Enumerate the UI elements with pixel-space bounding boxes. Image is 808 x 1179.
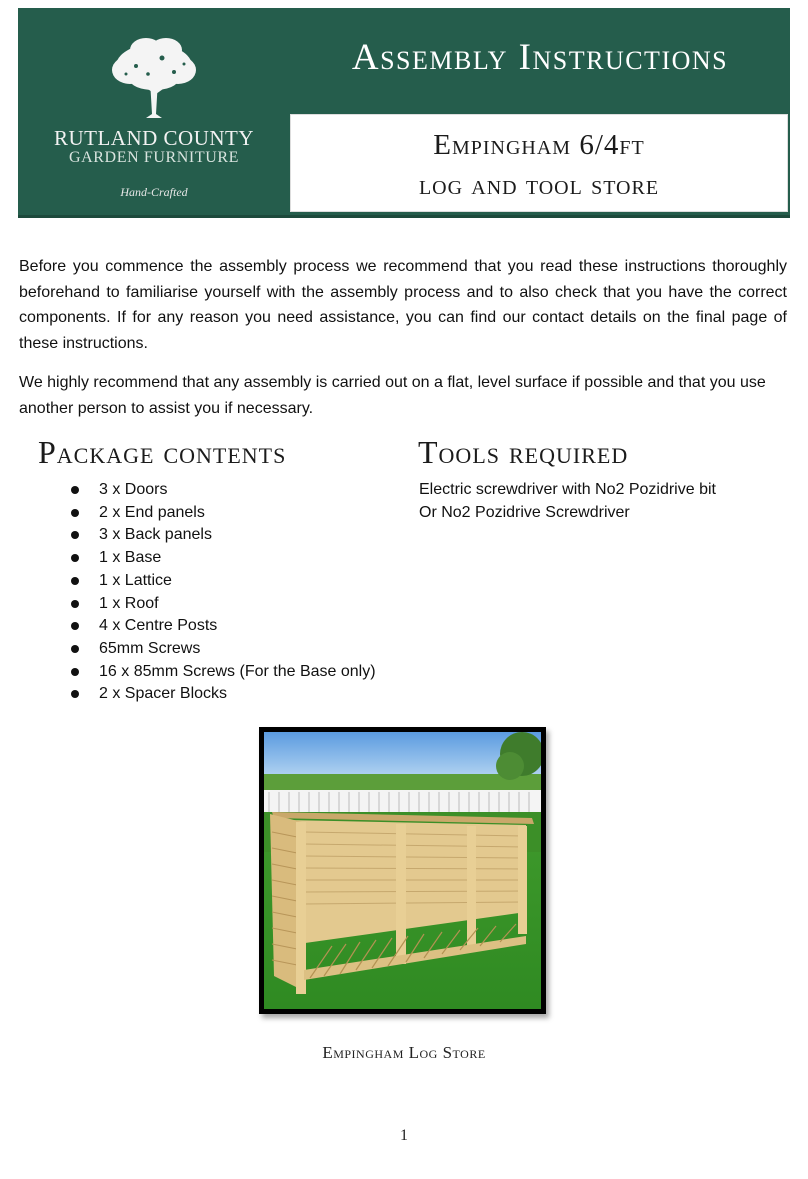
- list-item: 4 x Centre Posts: [70, 615, 376, 638]
- package-contents-list: [70, 479, 376, 706]
- list-item: 3 x Doors: [70, 479, 376, 502]
- product-title-line-2: log and tool store: [418, 169, 660, 201]
- list-item: 65mm Screws: [70, 638, 376, 661]
- brand-name: RUTLAND COUNTY: [53, 126, 255, 150]
- product-title-box: [290, 114, 788, 212]
- bullet-icon: [71, 486, 79, 494]
- list-item: 3 x Back panels: [70, 524, 376, 547]
- list-item: 1 x Lattice: [70, 570, 376, 593]
- product-title-line-1: Empingham 6/4ft: [433, 129, 645, 161]
- bullet-icon: [71, 531, 79, 539]
- list-item: 16 x 85mm Screws (For the Base only): [70, 661, 376, 684]
- list-item: 1 x Roof: [70, 593, 376, 616]
- brand-logo: [18, 8, 290, 215]
- document-title: Assembly Instructions: [351, 37, 729, 78]
- list-item: 1 x Base: [70, 547, 376, 570]
- package-contents-heading: Package contents: [38, 434, 287, 470]
- header-banner: [18, 8, 790, 218]
- intro-paragraph-1: Before you commence the assembly process we recommend that you read these instructions thoroughly beforehand to familiarise yourself with the assembly process and to also check that you have the correct components. If for any reason you need assistance, you can find our contact details on the final page of these instructions.: [19, 258, 787, 352]
- bullet-icon: [71, 577, 79, 585]
- intro-paragraph-2: We highly recommend that any assembly is carried out on a flat, level surface if possible and that you use another person to assist you if necessary.: [19, 374, 766, 417]
- bullet-icon: [71, 645, 79, 653]
- brand-tagline: Hand-Crafted: [120, 185, 188, 199]
- list-item: 2 x Spacer Blocks: [70, 683, 376, 706]
- figure-caption: Empingham Log Store: [322, 1043, 486, 1062]
- tree-icon: [106, 36, 202, 120]
- bullet-icon: [71, 622, 79, 630]
- brand-subtitle: GARDEN FURNITURE: [68, 149, 240, 166]
- list-item: 2 x End panels: [70, 502, 376, 525]
- page-number: 1: [400, 1127, 408, 1144]
- log-store-illustration: [264, 732, 541, 1009]
- product-photo: [259, 727, 546, 1014]
- bullet-icon: [71, 600, 79, 608]
- bullet-icon: [71, 509, 79, 517]
- tool-line-1: Electric screwdriver with No2 Pozidrive bit: [419, 481, 716, 498]
- tools-required-heading: Tools required: [418, 434, 629, 470]
- bullet-icon: [71, 668, 79, 676]
- bullet-icon: [71, 554, 79, 562]
- tools-required-text: [419, 479, 716, 524]
- bullet-icon: [71, 690, 79, 698]
- tool-line-2: Or No2 Pozidrive Screwdriver: [419, 503, 630, 521]
